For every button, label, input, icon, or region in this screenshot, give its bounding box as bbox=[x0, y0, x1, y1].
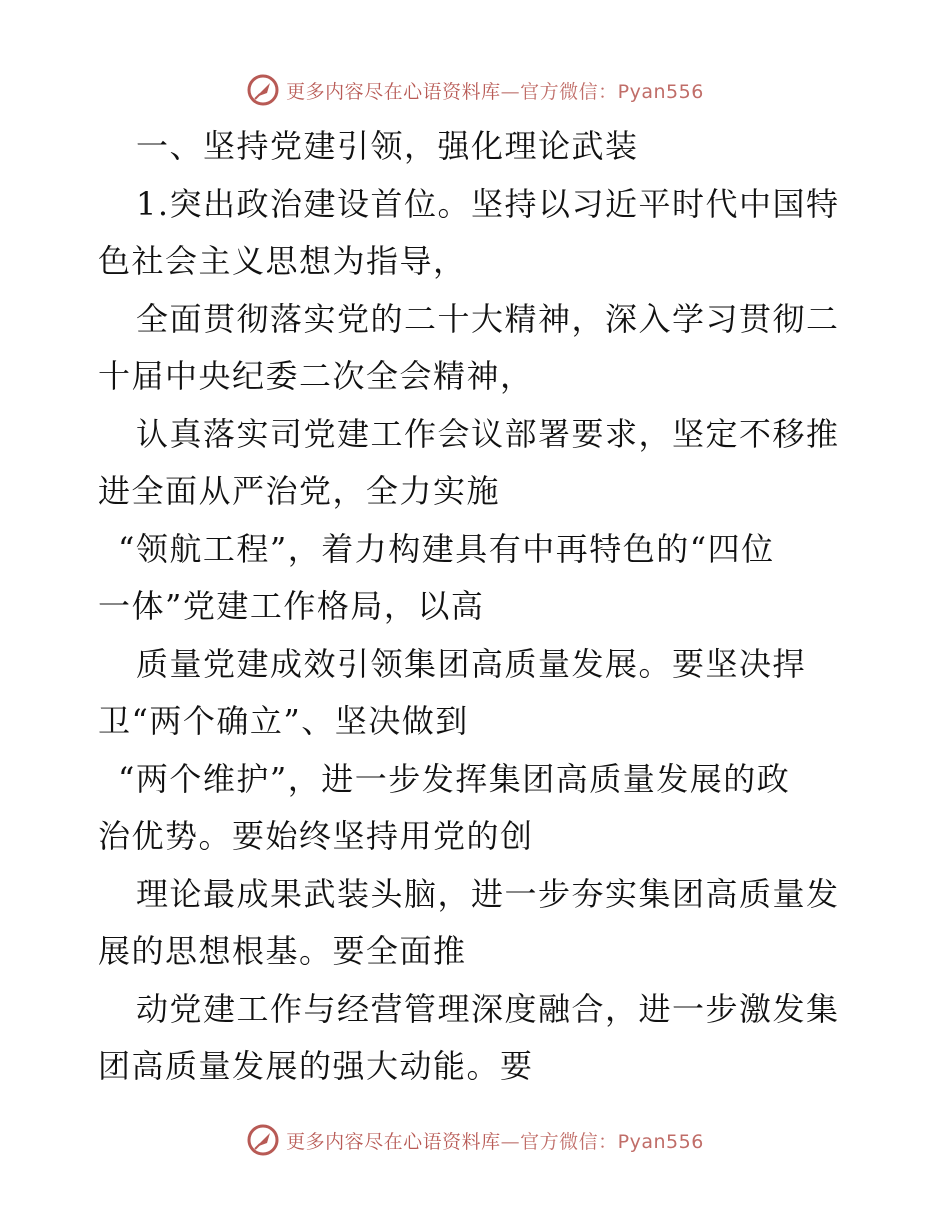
paragraph-line: 团高质量发展的强大动能。要 bbox=[98, 1047, 534, 1085]
header-watermark-banner bbox=[0, 70, 950, 110]
paragraph-line: 理论最成果武装头脑，进一步夯实集团高质量发 bbox=[136, 874, 840, 913]
paragraph-line: 1.突出政治建设首位。坚持以习近平时代中国特 bbox=[136, 184, 840, 223]
footer-watermark-banner bbox=[0, 1120, 950, 1160]
paragraph-line: 十届中央纪委二次全会精神， bbox=[98, 357, 534, 395]
paragraph-line: 质量党建成效引领集团高质量发展。要坚决捍 bbox=[136, 644, 807, 683]
paragraph-line: 展的思想根基。要全面推 bbox=[98, 932, 467, 970]
paragraph-line: 认真落实司党建工作会议部署要求，坚定不移推 bbox=[136, 414, 840, 453]
section-heading: 一、坚持党建引领，强化理论武装 bbox=[136, 127, 639, 165]
paragraph-line: 治优势。要始终坚持用党的创 bbox=[98, 817, 534, 855]
watermark-text: 更多内容尽在心语资料库—官方微信：Pyan556 bbox=[286, 80, 704, 103]
paragraph-line: 色社会主义思想为指导， bbox=[98, 242, 467, 280]
quill-logo-icon bbox=[246, 73, 280, 107]
paragraph-line: 卫“两个确立”、坚决做到 bbox=[98, 702, 469, 740]
paragraph-line: “两个维护”，进一步发挥集团高质量发展的政 bbox=[118, 759, 791, 798]
paragraph-line: “领航工程”，着力构建具有中再特色的“四位 bbox=[118, 529, 775, 568]
paragraph-line: 动党建工作与经营管理深度融合，进一步激发集 bbox=[136, 989, 840, 1028]
paragraph-line: 全面贯彻落实党的二十大精神，深入学习贯彻二 bbox=[136, 299, 840, 338]
document-body bbox=[98, 118, 858, 1096]
paragraph-line: 一体”党建工作格局，以高 bbox=[98, 587, 485, 625]
watermark-text: 更多内容尽在心语资料库—官方微信：Pyan556 bbox=[286, 1130, 704, 1153]
quill-logo-icon bbox=[246, 1123, 280, 1157]
paragraph-line: 进全面从严治党，全力实施 bbox=[98, 472, 501, 510]
